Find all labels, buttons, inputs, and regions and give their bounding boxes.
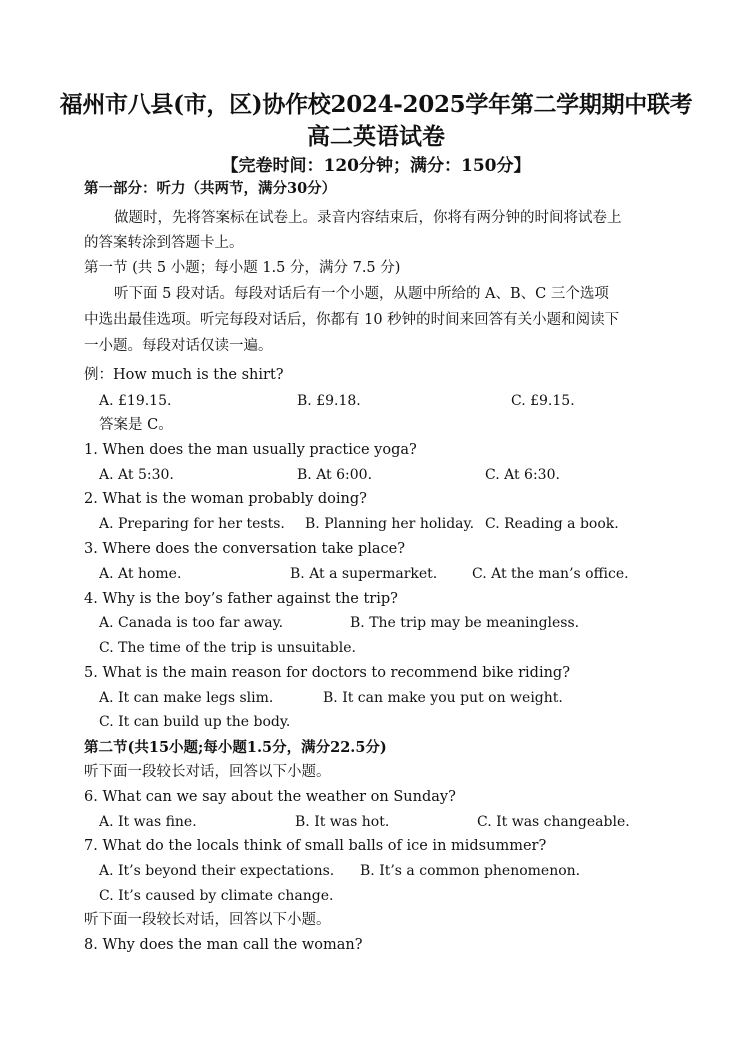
question-6: 6. What can we say about the weather on Sunday? — [84, 789, 456, 805]
section1-heading: 第一节 (共 5 小题；每小题 1.5 分，满分 7.5 分) — [84, 260, 401, 276]
question-7-option-b: B. It’s a common phenomenon. — [360, 863, 581, 879]
question-4-option-b: B. The trip may be meaningless. — [350, 615, 580, 631]
question-5-option-a: A. It can make legs slim. — [99, 690, 274, 706]
example-option-c: C. £9.15. — [511, 393, 575, 409]
question-6-option-c: C. It was changeable. — [477, 814, 630, 830]
exam-title: 福州市八县(市，区)协作校2024-2025学年第二学期期中联考 — [59, 91, 693, 118]
exam-info: 【完卷时间：120分钟；满分：150分】 — [221, 156, 531, 176]
question-3-option-a: A. At home. — [99, 566, 182, 582]
question-1: 1. When does the man usually practice yoga? — [84, 442, 417, 458]
question-5-option-c: C. It can build up the body. — [99, 714, 291, 730]
section2-heading: 第二节(共15小题;每小题1.5分，满分22.5分) — [84, 739, 387, 756]
question-3-option-b: B. At a supermarket. — [290, 566, 438, 582]
question-1-option-a: A. At 5:30. — [99, 467, 174, 483]
part1-instruction-line: 的答案转涂到答题卡上。 — [84, 235, 244, 251]
example-answer: 答案是 C。 — [99, 417, 173, 433]
question-6-option-b: B. It was hot. — [295, 814, 390, 830]
question-5-option-b: B. It can make you put on weight. — [323, 690, 563, 706]
question-3: 3. Where does the conversation take place? — [84, 541, 405, 557]
question-7: 7. What do the locals think of small balls of ice in midsummer? — [84, 838, 547, 854]
part1-heading: 第一部分：听力（共两节，满分30分） — [84, 180, 337, 197]
question-7-option-a: A. It’s beyond their expectations. — [99, 863, 335, 879]
section1-instruction-line: 听下面 5 段对话。每段对话后有一个小题，从题中所给的 A、B、C 三个选项 — [114, 286, 609, 302]
section2-intro: 听下面一段较长对话，回答以下小题。 — [84, 764, 331, 780]
question-1-option-b: B. At 6:00. — [297, 467, 373, 483]
section1-instruction-line: 中选出最佳选项。听完每段对话后，你都有 10 秒钟的时间来回答有关小题和阅读下 — [84, 312, 620, 328]
example-option-a: A. £19.15. — [99, 393, 172, 409]
question-6-option-a: A. It was fine. — [99, 814, 197, 830]
question-2-option-c: C. Reading a book. — [485, 516, 619, 532]
question-2-option-b: B. Planning her holiday. — [305, 516, 475, 532]
part1-instruction-line: 做题时，先将答案标在试卷上。录音内容结束后，你将有两分钟的时间将试卷上 — [114, 210, 622, 226]
question-1-option-c: C. At 6:30. — [485, 467, 560, 483]
example-question: 例：How much is the shirt? — [84, 367, 284, 383]
question-2: 2. What is the woman probably doing? — [84, 491, 367, 507]
question-4-option-c: C. The time of the trip is unsuitable. — [99, 640, 356, 656]
question-2-option-a: A. Preparing for her tests. — [99, 516, 285, 532]
example-option-b: B. £9.18. — [297, 393, 361, 409]
exam-subtitle: 高二英语试卷 — [307, 123, 445, 150]
question-8: 8. Why does the man call the woman? — [84, 937, 363, 953]
question-7-option-c: C. It’s caused by climate change. — [99, 888, 334, 904]
section1-instruction-line: 一小题。每段对话仅读一遍。 — [84, 338, 273, 354]
section2-intro: 听下面一段较长对话，回答以下小题。 — [84, 912, 331, 928]
question-5: 5. What is the main reason for doctors to recommend bike riding? — [84, 665, 570, 681]
question-4: 4. Why is the boy’s father against the trip? — [84, 591, 398, 607]
question-3-option-c: C. At the man’s office. — [472, 566, 629, 582]
question-4-option-a: A. Canada is too far away. — [99, 615, 284, 631]
